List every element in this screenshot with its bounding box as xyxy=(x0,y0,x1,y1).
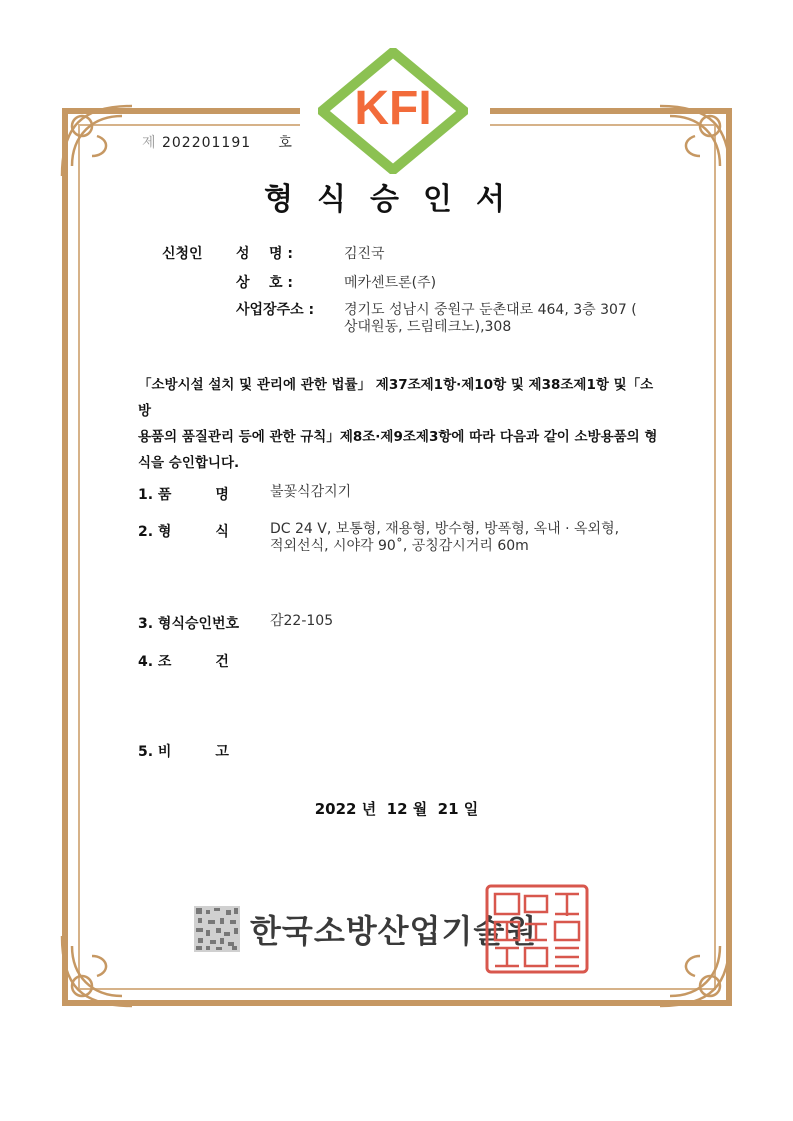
issuer-name: 한국소방산업기술원 xyxy=(250,912,538,950)
cert-prefix: 제 xyxy=(142,135,157,151)
item-value-1: 불꽃식감지기 xyxy=(270,484,352,500)
item-label-4: 4. 조 건 xyxy=(138,654,229,670)
page-title: 형식승인서 xyxy=(264,182,529,217)
statement-line-3: 식을 승인합니다. xyxy=(138,455,240,471)
item-label-5: 5. 비 고 xyxy=(138,744,229,760)
corner-ornament-bottom-left xyxy=(52,926,142,1016)
kfi-logo xyxy=(318,48,468,174)
item-value-2-line-1: DC 24 V, 보통형, 재용형, 방수형, 방폭형, 옥내 · 옥외형, xyxy=(270,521,620,537)
approval-statement xyxy=(138,372,658,476)
address-label: 사업장주소 : xyxy=(236,302,315,318)
company-label: 상 호 : xyxy=(236,275,294,291)
certificate-number xyxy=(142,132,293,152)
item-label-3: 3. 형식승인번호 xyxy=(138,616,240,632)
issue-date: 2022 년 12 월 21 일 xyxy=(314,800,479,818)
item-value-2-line-2: 적외선식, 시야각 90˚, 공칭감시거리 60m xyxy=(270,538,529,554)
item-value-3: 감22-105 xyxy=(270,613,334,629)
statement-line-2: 용품의 품질관리 등에 관한 규칙」제8조·제9조제3항에 따라 다음과 같이 소방용품의 형 xyxy=(138,429,658,445)
name-label: 성 명 : xyxy=(236,246,294,262)
official-seal-stamp xyxy=(485,884,589,974)
company-value: 메카센트론(주) xyxy=(344,275,437,291)
applicant-heading: 신청인 xyxy=(162,246,203,262)
name-value: 김진국 xyxy=(344,246,385,262)
hologram-qr-icon xyxy=(194,906,240,952)
corner-ornament-bottom-right xyxy=(650,926,740,1016)
cert-suffix: 호 xyxy=(278,135,293,151)
statement-line-1: 「소방시설 설치 및 관리에 관한 법률」 제37조제1항·제10항 및 제38조제1항 및「소방 xyxy=(138,377,654,419)
corner-ornament-top-right xyxy=(650,96,740,186)
item-label-2: 2. 형 식 xyxy=(138,524,229,540)
item-label-1: 1. 품 명 xyxy=(138,487,229,503)
corner-ornament-top-left xyxy=(52,96,142,186)
logo-text: KFI xyxy=(354,82,432,135)
address-line-2: 상대원동, 드림테크노),308 xyxy=(344,319,512,335)
address-line-1: 경기도 성남시 중원구 둔촌대로 464, 3층 307 ( xyxy=(344,302,637,318)
cert-number-value: 202201191 xyxy=(161,135,252,151)
